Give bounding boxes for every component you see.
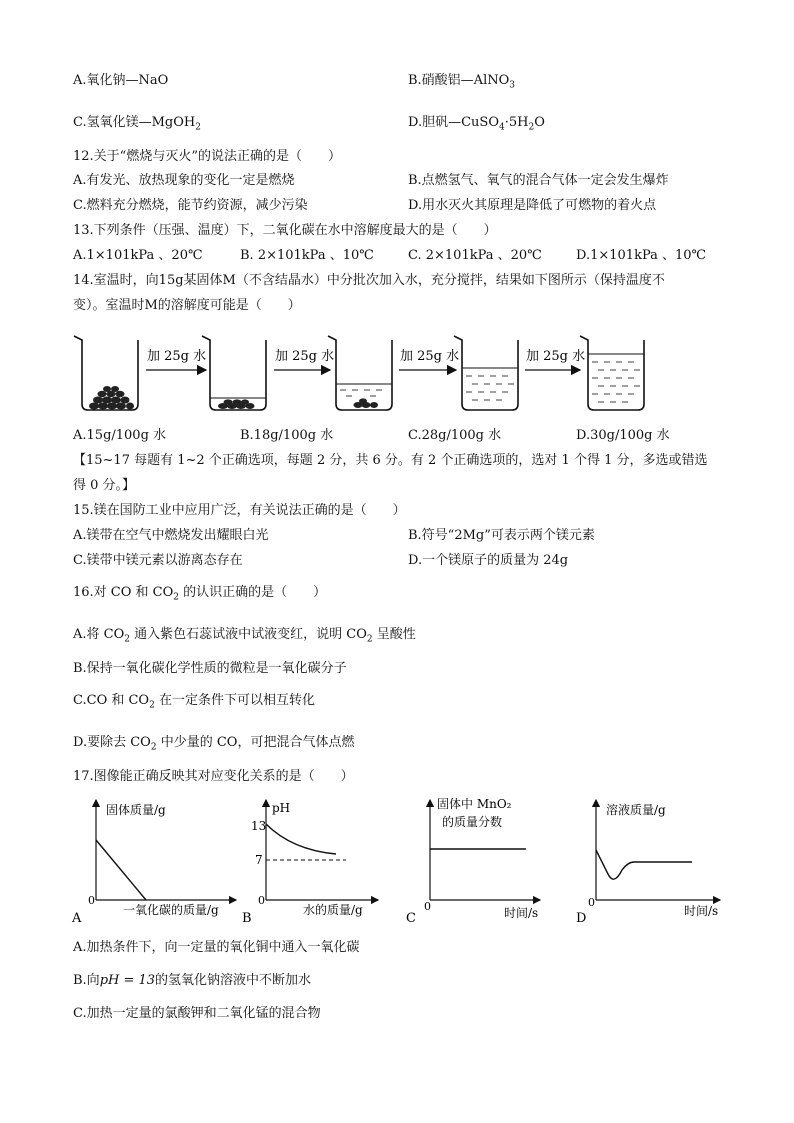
q14-stem-line1: 14.室温时，向15g某固体M（不含结晶水）中分批次加入水，充分搅拌，结果如下图所示（保持温度不 <box>73 273 665 288</box>
graph-d-ylabel: 溶液质量/g <box>606 803 666 817</box>
q14-stem-line2: 变）。室温时M的溶解度可能是（ ） <box>73 298 301 313</box>
q17-graphs-figure <box>66 792 736 930</box>
graph-b <box>242 800 378 926</box>
svg-text:加 25g 水: 加 25g 水 <box>275 349 335 364</box>
graph-b-ylabel: pH <box>272 801 291 815</box>
section-instruction-line1: 【15~17 每题有 1~2 个正确选项，每题 2 分，共 6 分。有 2 个正确选项的，选对 1 个得 1 分，多选或错选 <box>73 453 708 468</box>
graph-c-origin: 0 <box>424 900 431 913</box>
graph-d-curve <box>596 850 692 879</box>
graph-a-line <box>96 840 146 900</box>
q17-option-a: A.加热条件下，向一定量的氧化铜中通入一氧化碳 <box>73 940 360 955</box>
svg-text:加 25g 水: 加 25g 水 <box>526 349 586 364</box>
arrow-add-water-2 <box>274 348 334 370</box>
q15-option-b: B.符号“2Mg”可表示两个镁元素 <box>408 528 595 543</box>
beaker-5 <box>580 336 644 410</box>
q17-option-b: B.向pH = 13的氢氧化钠溶液中不断加水 <box>73 973 312 988</box>
q16-option-b: B.保持一氧化碳化学性质的微粒是一氧化碳分子 <box>73 661 347 676</box>
svg-text:加 25g 水: 加 25g 水 <box>147 349 207 364</box>
q15-option-c: C.镁带中镁元素以游离态存在 <box>73 553 243 568</box>
q13-option-d: D.1×101kPa 、10℃ <box>576 248 707 263</box>
q17-stem: 17.图像能正确反映其对应变化关系的是（ ） <box>73 769 354 784</box>
graph-c <box>406 796 540 926</box>
q15-option-a: A.镁带在空气中燃烧发出耀眼白光 <box>73 528 269 543</box>
arrow-add-water-4 <box>525 348 585 370</box>
graph-d <box>576 800 720 926</box>
q11-option-d: D.胆矾$—CuSO_4\cdot 5H_2O$ <box>408 115 545 133</box>
arrow-add-water-1 <box>146 348 206 370</box>
q14-option-b: B.18g/100g 水 <box>240 428 334 443</box>
beaker-2 <box>202 336 266 410</box>
graph-a-origin: 0 <box>88 894 95 907</box>
section-instruction-line2: 得 0 分。】 <box>73 478 136 493</box>
graph-d-xlabel: 时间/s <box>684 904 719 918</box>
q12-option-c: C.燃料充分燃烧，能节约资源，减少污染 <box>73 198 308 213</box>
q15-stem: 15.镁在国防工业中应用广泛，有关说法正确的是（ ） <box>73 503 406 518</box>
q13-option-b: B. 2×101kPa 、10℃ <box>240 248 374 263</box>
q11-option-b: B.硝酸铝—AlNO$_3$ <box>408 73 515 91</box>
graph-b-origin: 0 <box>258 894 265 907</box>
arrow-add-water-3 <box>399 348 459 370</box>
beaker-4 <box>454 336 518 410</box>
q14-beaker-figure <box>70 326 730 416</box>
graph-d-origin: 0 <box>588 896 595 909</box>
graph-a-letter: A <box>72 911 82 926</box>
q13-stem: 13.下列条件（压强、温度）下，二氧化碳在水中溶解度最大的是（ ） <box>73 223 497 238</box>
graph-b-tick-13: 13 <box>251 819 267 833</box>
graph-d-letter: D <box>576 911 587 926</box>
graph-b-xlabel: 水的质量/g <box>303 903 363 917</box>
q12-option-a: A.有发光、放热现象的变化一定是燃烧 <box>73 173 295 188</box>
q16-option-a: A.将 $CO_2$ 通入紫色石蕊试液中试液变红，说明 $CO_2$ 呈酸性 <box>73 627 416 645</box>
graph-a <box>71 800 236 926</box>
graph-a-ylabel: 固体质量/g <box>106 803 166 817</box>
graph-b-tick-7: 7 <box>255 853 263 867</box>
graph-c-ylabel-2: 的质量分数 <box>442 815 503 829</box>
q11-option-a: A.氧化钠—NaO <box>73 73 169 88</box>
q16-stem: 16.对 CO 和 $CO_2$ 的认识正确的是（ ） <box>73 585 327 603</box>
graph-c-xlabel: 时间/s <box>504 906 539 920</box>
q13-option-c: C. 2×101kPa 、20℃ <box>408 248 542 263</box>
beaker-3 <box>328 336 392 410</box>
beaker-1 <box>74 336 138 410</box>
q14-option-d: D.30g/100g 水 <box>576 428 670 443</box>
q11-option-c: C.氢氧化镁—MgOH$_2$ <box>73 115 201 133</box>
graph-b-curve <box>266 824 336 854</box>
q14-option-c: C.28g/100g 水 <box>408 428 502 443</box>
q12-stem: 12.关于“燃烧与灭火”的说法正确的是（ ） <box>73 149 341 164</box>
q17-option-c: C.加热一定量的氯酸钾和二氧化锰的混合物 <box>73 1006 321 1021</box>
q12-option-d: D.用水灭火其原理是降低了可燃物的着火点 <box>408 198 657 213</box>
graph-b-letter: B <box>242 911 252 926</box>
graph-c-letter: C <box>406 911 416 926</box>
q16-option-c: C.CO 和 $CO_2$ 在一定条件下可以相互转化 <box>73 693 315 711</box>
q12-option-b: B.点燃氢气、氧气的混合气体一定会发生爆炸 <box>408 173 669 188</box>
q15-option-d: D.一个镁原子的质量为 24g <box>408 553 569 568</box>
q16-option-d: D.要除去 $CO_2$ 中少量的 CO，可把混合气体点燃 <box>73 735 355 753</box>
graph-c-ylabel-1: 固体中 MnO₂ <box>437 797 512 811</box>
graph-a-xlabel: 一氧化碳的质量/g <box>123 903 219 917</box>
q13-option-a: A.1×101kPa 、20℃ <box>73 248 203 263</box>
svg-text:加 25g 水: 加 25g 水 <box>400 349 460 364</box>
q14-option-a: A.15g/100g 水 <box>73 428 167 443</box>
